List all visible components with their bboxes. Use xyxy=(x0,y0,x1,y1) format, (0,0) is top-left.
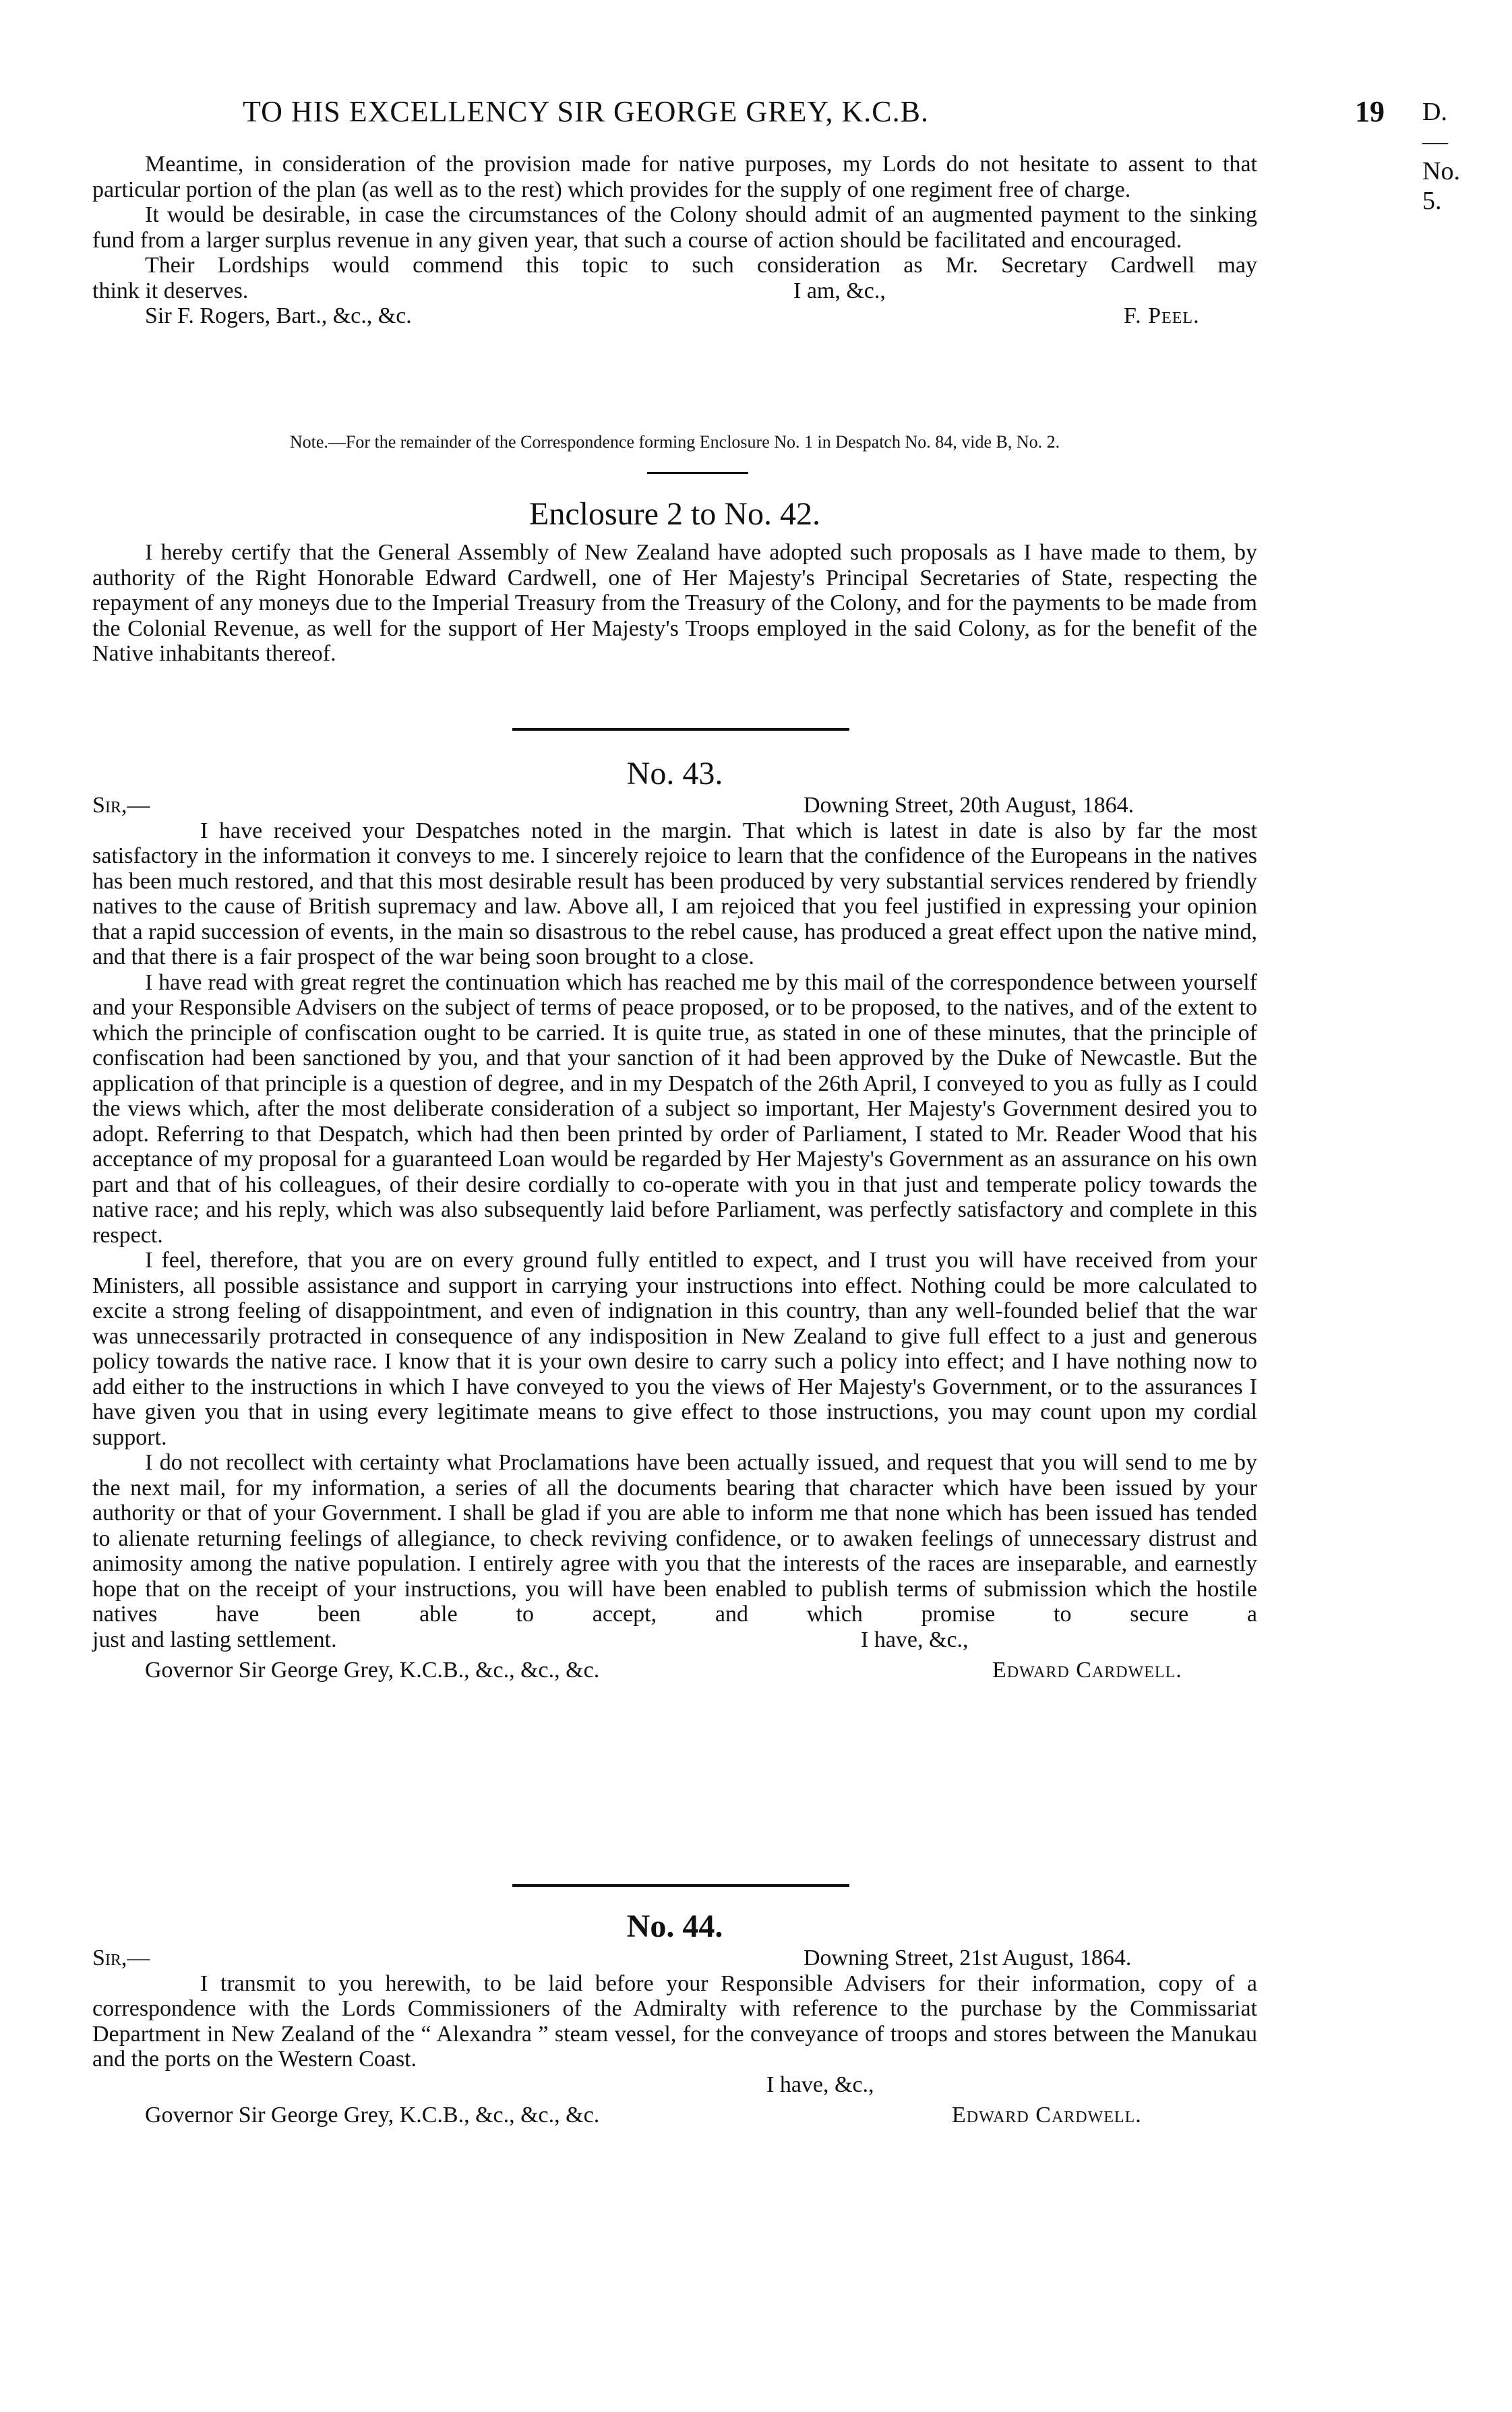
body-paragraph: I do not recollect with certainty what Proclamations have been actually issued, and request that you will send to me by the next mail, for my information, a series of all the documents bearing that character which have been issued by your authority or that of your Government. I shall be glad if you are able to inform me that none which has been issued has tended to alienate returning feelings of allegiance, to check reviving confidence, or to awaken feelings of unnecessary distrust and animosity among the native population. I entirely agree with you that the interests of the races are inseparable, and earnestly hope that on the receipt of your instructions, you will have been enabled to publish terms of submission which the hostile natives have been able to accept, and which promise to secure a xyxy=(92,1450,1257,1627)
intro-last-line: think it deserves. xyxy=(92,278,249,303)
addressee: Governor Sir George Grey, K.C.B., &c., &c., &c. xyxy=(145,1658,600,1683)
page-number: 19 xyxy=(1355,95,1385,128)
intro-signoff-line xyxy=(92,303,1257,329)
body-paragraph: I transmit to you herewith, to be laid before your Responsible Advisers for their information, copy of a correspondence with the Lords Commissioners of the Admiralty with reference to the purchase by the Commissariat Department in New Zealand of the “ Alexandra ” steam vessel, for the conveyance of troops and stores between the Manukau and the ports on the Western Coast. xyxy=(92,1970,1257,2072)
section-divider xyxy=(647,472,748,474)
addressee: Governor Sir George Grey, K.C.B., &c., &c., &c. xyxy=(145,2103,600,2128)
section-divider xyxy=(512,1884,849,1887)
closing-formula: I have, &c., xyxy=(766,2072,874,2097)
document-reference: D.—No. 5. xyxy=(1422,98,1460,215)
header-title: TO HIS EXCELLENCY SIR GEORGE GREY, K.C.B. xyxy=(243,95,930,128)
signature: Edward Cardwell. xyxy=(952,2103,1142,2128)
addressee: Sir F. Rogers, Bart., &c., &c. xyxy=(145,303,412,328)
enclosure-section xyxy=(92,495,1257,667)
signature: F. Peel. xyxy=(1124,303,1200,328)
dateline-row xyxy=(92,1946,1257,1971)
intro-paragraph: Meantime, in consideration of the provision made for native purposes, my Lords do not hesitate to assent to that particular portion of the plan (as well as to the rest) which provides for the supply of one regiment free of charge. xyxy=(92,152,1257,202)
despatch-44 xyxy=(92,1908,1257,2128)
despatch-heading: No. 44. xyxy=(626,1908,723,1944)
dateline-row xyxy=(92,793,1257,818)
signoff-row xyxy=(92,1658,1257,1683)
enclosure-heading: Enclosure 2 to No. 42. xyxy=(529,496,820,532)
despatch-43 xyxy=(92,755,1257,1683)
note-section xyxy=(92,431,1257,453)
editorial-note: Note.—For the remainder of the Correspondence forming Enclosure No. 1 in Despatch No. 84, vide B, No. 2. xyxy=(289,432,1060,452)
intro-closing-line xyxy=(92,278,1257,304)
salutation: Sir,— xyxy=(92,793,150,818)
salutation: Sir,— xyxy=(92,1946,150,1970)
section-divider xyxy=(512,728,849,731)
body-paragraph: I feel, therefore, that you are on every ground fully entitled to expect, and I trust you will have received from your Ministers, all possible assistance and support in carrying your instructions into effect. Nothing could be more calculated to excite a strong feeling of disappointment, and even of indignation in this country, than any well-founded belief that the war was unnecessarily protracted in consequence of any indisposition in New Zealand to give full effect to a just and generous policy towards the native race. I know that it is your own desire to carry such a policy into effect; and I have nothing now to add either to the instructions in which I have conveyed to you the views of Her Majesty's Government, or to the assurances I have given you that in using every legitimate means to give effect to those instructions, you may count upon my cordial support. xyxy=(92,1248,1257,1450)
body-paragraph: I have received your Despatches noted in the margin. That which is latest in date is also by far the most satisfactory in the information it conveys to me. I sincerely rejoice to learn that the confidence of the Europeans in the natives has been much restored, and that this most desirable result has been produced by very substantial services rendered by friendly natives to the cause of British supremacy and law. Above all, I am rejoiced that you feel justified in expressing your opinion that a rapid succession of events, in the main so disastrous to the rebel cause, has produced a great effect upon the native mind, and that there is a fair prospect of the war being soon brought to a close. xyxy=(92,818,1257,969)
despatch-heading: No. 43. xyxy=(626,756,723,791)
intro-paragraph: Their Lordships would commend this topic to such consideration as Mr. Secretary Cardwell may xyxy=(145,253,1257,278)
intro-section xyxy=(92,152,1257,329)
closing-formula: I have, &c., xyxy=(861,1627,969,1652)
intro-paragraph: It would be desirable, in case the circumstances of the Colony should admit of an augmented payment to the sinking fund from a larger surplus revenue in any given year, that such a course of action should be facilitated and encouraged. xyxy=(92,202,1257,253)
dateline: Downing Street, 20th August, 1864. xyxy=(804,793,1135,818)
closing-row xyxy=(92,1627,1257,1653)
enclosure-text: I hereby certify that the General Assembly of New Zealand have adopted such proposals as I have made to them, by authority of the Right Honorable Edward Cardwell, one of Her Majesty's Principal Secretaries of State, respecting the repayment of any moneys due to the Imperial Treasury from the Treasury of the Colony, and for the payments to be made from the Colonial Revenue, as well for the support of Her Majesty's Troops employed in the said Colony, as for the benefit of the Native inhabitants thereof. xyxy=(92,540,1257,666)
dateline: Downing Street, 21st August, 1864. xyxy=(804,1946,1132,1970)
signature: Edward Cardwell. xyxy=(992,1658,1182,1683)
closing-row xyxy=(92,2072,1257,2098)
closing-formula: I am, &c., xyxy=(793,278,886,303)
body-paragraph: I have read with great regret the continuation which has reached me by this mail of the correspondence between yourself and your Responsible Advisers on the subject of terms of peace proposed, or to be proposed, to the natives, and of the extent to which the principle of confiscation ought to be carried. It is quite true, as stated in one of these minutes, that the principle of confiscation had been sanctioned by you, and that your sanction of it had been approved by the Duke of Newcastle. But the application of that principle is a question of degree, and in my Despatch of the 26th April, I conveyed to you as fully as I could the views which, after the most deliberate consideration of a subject so important, Her Majesty's Government desired you to adopt. Referring to that Despatch, which had then been printed by order of Parliament, I stated to Mr. Reader Wood that his acceptance of my proposal for a guaranteed Loan would be regarded by Her Majesty's Government as an assurance on his own part and that of his colleagues, of their desire cordially to co-operate with you in that just and temperate policy towards the native race; and his reply, which was also subsequently laid before Parliament, was perfectly satisfactory and complete in this respect. xyxy=(92,969,1257,1248)
signoff-row xyxy=(92,2103,1257,2128)
last-line: just and lasting settlement. xyxy=(92,1627,337,1652)
